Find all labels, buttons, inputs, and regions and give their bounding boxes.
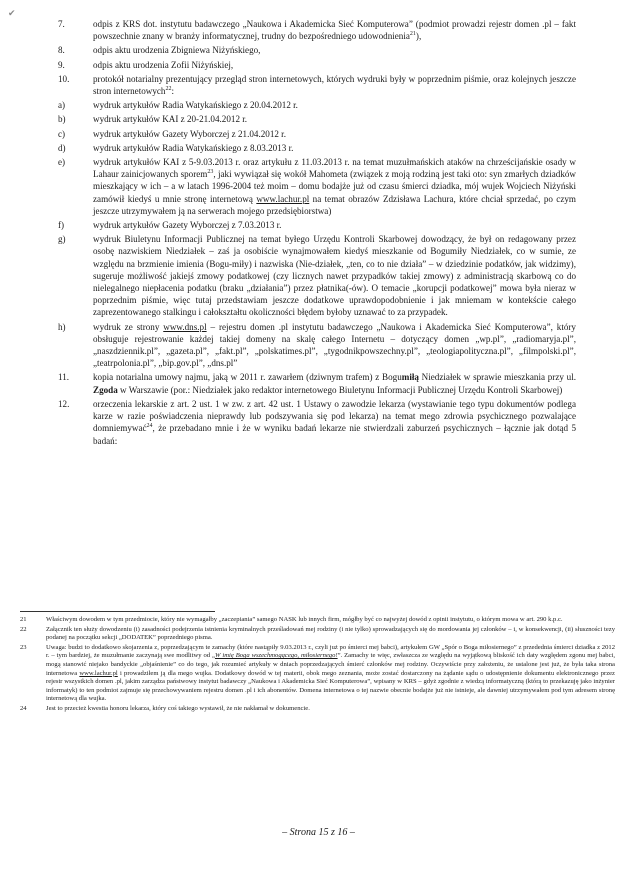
- footnote-separator: [20, 611, 215, 612]
- sub-list-item: f) wydruk artykułów Gazety Wyborczej z 7.03.2013 r.: [58, 220, 282, 231]
- footnote: 23 Uwaga: budzi to dodatkowo skojarzenia z, poprzedzającym te zamachy (które nastąpiły 9.03.2013 r., czyli już po śmierci mej babci), artykułem GW „Spór o Boga miłosiernego” z przedednia śmierci dziadka z 2012 r. – tym bardziej, że muzułmanie zaczynają swe modlitwy od „W imię Boga wszechmogącego, miłosiernego!”. Zamachy te więc, zwłaszcza ze względu na wyjątkową bliskość ich daty względem zgonu mej babci, mogą stanowić niejako bandyckie „objaśnienie” co do tego, jak rozumieć artykuły w dniach poprzedzających śmierć członków mej rodziny. Oczywiście przy założeniu, że ustalone jest już, że była taka strona internetowa www.lachur.pl i prowadziłem ją dla mego wujka. Dodatkowy dowód w tej materii, obok mego zeznania, może zostać dostarczony na żądanie sądu o udostępnienie dokumentu elektronicznego przez rejestr wszystkich domen .pl, jakim zarządza państwowy instytut badawczy „Naukowa i Akademicka Sieć Komputerowa”, wpisany w KRS – gdyż zgodnie z wiedzą informatyczną (którą to przekazuję jako inżynier informatyk) to ten podmiot zajmuje się przechowywaniem rejestru domen .pl i ich abonentów. Domena internetowa o tej nazwie obecnie bodajże już nie istnieje, ale dawniej utrzymywałem pod tym adresem stronę internetową dla wujka.: [20, 643, 615, 703]
- list-item: 9. odpis aktu urodzenia Zofii Niżyńskiej,: [58, 59, 234, 70]
- sub-list-item: g) wydruk Biuletynu Informacji Publicznej na temat byłego Urzędu Kontroli Skarbowej dowodzący, że był on redagowany przez osobę nazwiskiem Niedziałek – zaś ja osobiście wynajmowałem kiedyś mieszkanie od Bogumiły Niedziałek, co w sumie, ze względu na brzmienie imienia (Bogu-miły) i nazwiska (Nie-działek, „ten, co to nie działa” – w dziedzinie podatków, jak widzimy), sugeruje możliwość jakiejś zmowy podatkowej (czy licznych nawet przypadków takiej zmowy) z administracją skarbową co do nielegalnego niepłacenia podatku (braku „działania”) przez płatnika(-ów). O temacie „korupcji podatkowej” mowa była nieraz w poprzednim piśmie, więc tutaj przedstawiam jeszcze dodatkowe uprawdopodobnienie i jak mniemam w kontekście całego zaprezentowanego stalkingu i całokształtu okoliczności błędem byłoby uznawać to za przypadek.: [58, 234, 576, 318]
- sub-list-item: h) wydruk ze strony www.dns.pl – rejestru domen .pl instytutu badawczego „Naukowa i Akademicka Sieć Komputerowa”, który obsługuje rejestrowanie każdej takiej domeny na skalę całego Internetu – dotyczący domen „wp.pl”, „radiomaryja.pl”, „naszdziennik.pl”, „gazeta.pl”, „fakt.pl”, „polskatimes.pl”, „tygodnikpowszechny.pl”, „teologiapolityczna.pl”, „filmpolski.pl”, „teatrpolonia.pl”, „bip.gov.pl”, „dns.pl”: [58, 321, 576, 369]
- footnote: 21 Właściwym dowodem w tym przedmiocie, który nie wymagałby „zaczepiania” samego NASK lub innych firm, mógłby być co najwyżej dowód z opinii instytutu, o którym mowa w art. 290 k.p.c.: [20, 616, 563, 623]
- page-number: – Strona 15 z 16 –: [282, 827, 355, 838]
- sub-list-item: b) wydruk artykułów KAI z 20-21.04.2012 r.: [58, 114, 248, 125]
- sub-list-item: c) wydruk artykułów Gazety Wyborczej z 21.04.2012 r.: [58, 128, 286, 139]
- list-item: 8. odpis aktu urodzenia Zbigniewa Niżyńskiego,: [58, 45, 261, 56]
- footnote-ref: 21: [409, 31, 416, 38]
- website-link[interactable]: www.dns.pl: [163, 321, 207, 332]
- footnotes: [20, 616, 615, 715]
- list-item: 7. odpis z KRS dot. instytutu badawczego „Naukowa i Akademicka Sieć Komputerowa” (podmiot prowadzi rejestr domen .pl – fakt powszechnie znany w branży informatycznej, trudny do bezpośredniego udowodnienia$^{21}$),: [58, 19, 576, 42]
- footnote-ref: 22: [165, 85, 172, 92]
- footnote: 24 Jest to przecież kwestia honoru lekarza, który coś takiego wystawił, że nie nakłamał w dokumencie.: [20, 704, 310, 712]
- sub-list-item: d) wydruk artykułów Radia Watykańskiego z 8.03.2013 r.: [58, 142, 294, 153]
- website-link[interactable]: www.lachur.pl: [79, 669, 118, 677]
- footnote-ref: 23: [207, 169, 214, 176]
- check-mark-icon: ✔: [8, 8, 16, 18]
- footnote: 22 Załącznik ten służy dowodzeniu (i) zasadności podejrzenia istnienia kryminalnych prześladowań mej rodziny (i nie tylko) sprowadzających się do mordowania jej członków – i, w konsekwencji, (ii) słuszności tezy podanej na początku sekcji „DODATEK” poprzedniego pisma.: [20, 625, 615, 642]
- body-text: [56, 18, 576, 449]
- website-link[interactable]: www.lachur.pl: [256, 193, 310, 204]
- list-item: 11. kopia notarialna umowy najmu, jaką w 2011 r. zawarłem (dziwnym trafem) z Bogumiłą Niedziałek w sprawie mieszkania przy ul. Zgoda w Warszawie (por.: Niedziałek jako redaktor internetowego Biuletynu Informacji Publicznej Urzędu Kontroli Skarbowej): [58, 372, 576, 395]
- list-item: 12. orzeczenia lekarskie z art. 2 ust. 1 w zw. z art. 42 ust. 1 Ustawy o zawodzie lekarza (wystawianie tego typu dokumentów podlega karze w razie poświadczenia nieprawdy lub podszywania się pod lekarza) na temat mego zdrowia psychicznego pozwalające domniemywać$^{24}$, że przebadano mnie i że w wyniku badań lekarze nie stwierdzali zaburzeń psychicznych – łącznie jak dotąd 5 badań:: [58, 398, 576, 446]
- list-item: 10. protokół notarialny prezentujący przegląd stron internetowych, których wydruki były w poprzednim piśmie, oraz kolejnych jeszcze stron internetowych$^{22}$:: [58, 73, 576, 97]
- footnote-ref: 24: [146, 423, 153, 430]
- sub-list-item: a) wydruk artykułów Radia Watykańskiego z 20.04.2012 r.: [58, 100, 298, 111]
- sub-list-item: e) wydruk artykułów KAI z 5-9.03.2013 r. oraz artykułu z 11.03.2013 r. na temat muzułmańskich ataków na chrześcijańskie osady w Lahaur zainicjowanych sporem$^{23}$, jaki wywiązał się wokół Mahometa (związek z moją rodziną jest taki oto: syn zmarłych dziadków mieszkający w ich – a w latach 1996-2004 też moim – domu bodajże już od czasu śmierci dziadka, mój wujek Wojciech Niżyński zamówił kiedyś u mnie stronę internetową www.lachur.pl na temat obrazów Zdzisława Lachura, które chciał sprzedać, po czym jeszcze utrzymywałem ją na serwerach mojego przedsiębiorstwa): [58, 157, 576, 216]
